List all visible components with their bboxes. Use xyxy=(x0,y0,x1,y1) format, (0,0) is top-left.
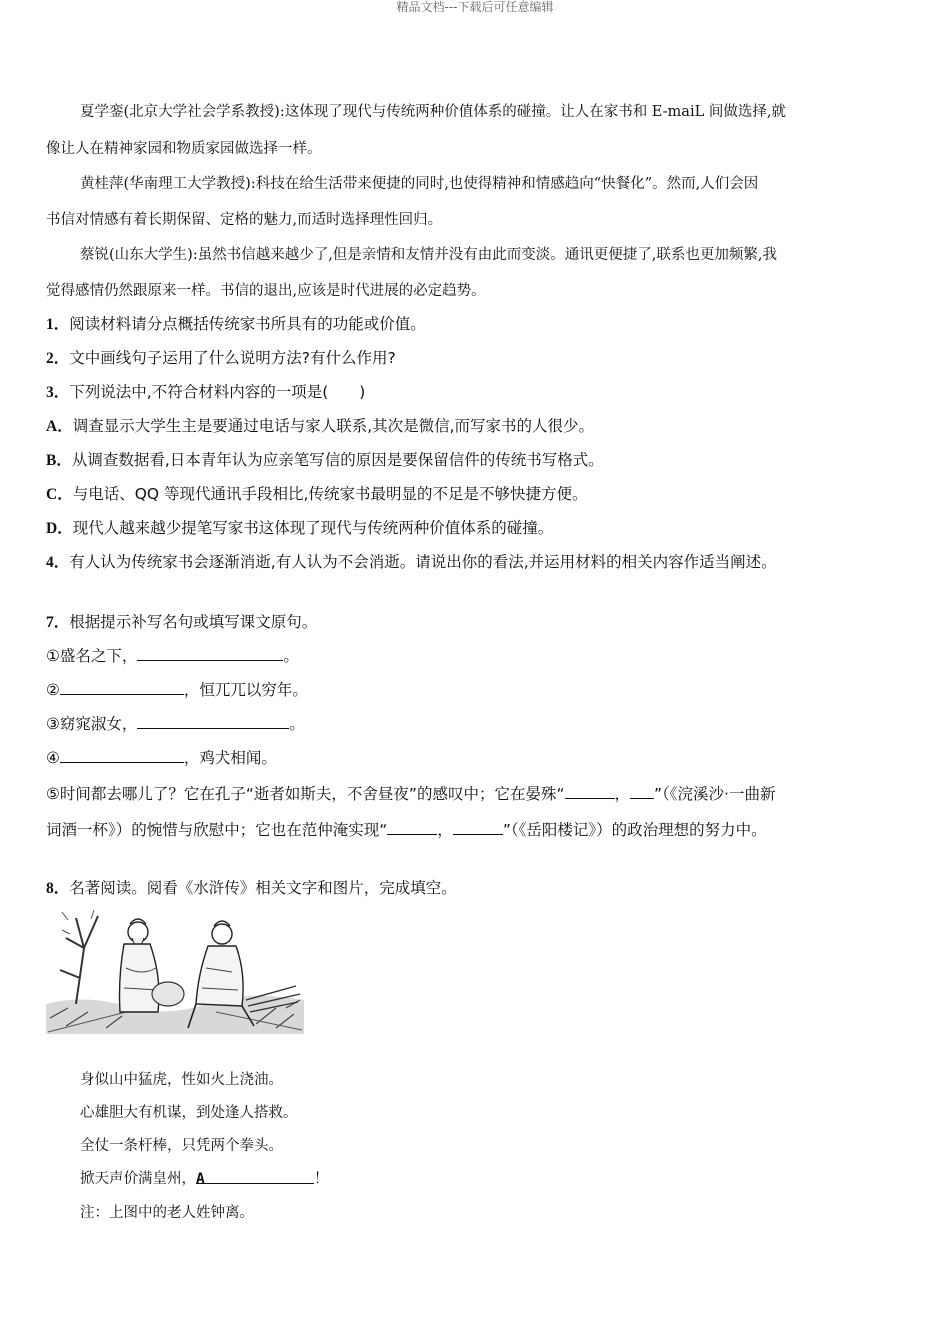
question-text: 名著阅读。阅看《水浒传》相关文字和图片，完成填空。 xyxy=(69,879,457,897)
illustration-image xyxy=(46,908,304,1034)
question-text: 文中画线句子运用了什么说明方法?有什么作用? xyxy=(69,349,396,367)
option-c xyxy=(46,484,906,505)
question-3 xyxy=(46,382,906,403)
passage-line: 黄桂萍(华南理工大学教授):科技在给生活带来便捷的同时,也使得精神和情感趋向“快餐化”。然而,人们会因 xyxy=(80,176,759,192)
poem-line: 身似山中猛虎，性如火上浇油。 xyxy=(80,1072,283,1088)
passage-line: 像让人在精神家园和物质家园做选择一样。 xyxy=(46,141,322,157)
fill-item-1 xyxy=(46,646,906,666)
fill-text: 。 xyxy=(283,647,299,665)
option-text: 调查显示大学生主是要通过电话与家人联系,其次是微信,而写家书的人很少。 xyxy=(72,417,595,435)
fill-text: 词酒一杯》）的惋惜与欣慰中；它也在范仲淹实现“ xyxy=(46,821,388,839)
answer-blank[interactable] xyxy=(137,646,283,661)
note-text: 注：上图中的老人姓钟离。 xyxy=(80,1205,254,1221)
passage-line: 蔡锐(山东大学生):虽然书信越来越少了,但是亲情和友情并没有由此而变淡。通讯更便捷了,联系也更加频繁,我 xyxy=(80,247,778,263)
question-8 xyxy=(46,878,906,899)
question-7 xyxy=(46,612,906,633)
fill-text: ”（《岳阳楼记》）的政治理想的努力中。 xyxy=(502,821,767,839)
option-text: 从调查数据看,日本青年认为应亲笔写信的原因是要保留信件的传统书写格式。 xyxy=(71,451,604,469)
fill-text: ， xyxy=(437,821,453,839)
option-text: 现代人越来越少提笔写家书这体现了现代与传统两种价值体系的碰撞。 xyxy=(72,519,554,537)
option-a xyxy=(46,416,906,437)
fill-text: ， xyxy=(614,785,631,803)
fill-text: 。 xyxy=(289,715,305,733)
question-number: 1． xyxy=(46,316,70,333)
question-number: 2． xyxy=(46,350,70,367)
fill-item-3 xyxy=(46,714,906,734)
fill-text: ”（《浣溪沙·一曲新 xyxy=(654,785,776,803)
question-text: 根据提示补写名句或填写课文原句。 xyxy=(69,613,318,631)
option-b xyxy=(46,450,906,471)
fill-item-4 xyxy=(46,748,906,768)
poem-text: ！ xyxy=(314,1171,329,1187)
option-letter: C． xyxy=(46,486,73,503)
answer-blank[interactable] xyxy=(630,784,654,799)
question-number: 7． xyxy=(46,614,70,631)
option-letter: B． xyxy=(46,452,72,469)
fill-text: ④ xyxy=(46,749,60,767)
answer-blank[interactable] xyxy=(137,714,289,729)
poem-text: 掀天声价满皇州， xyxy=(80,1171,196,1187)
passage-line: 觉得感情仍然跟原来一样。书信的退出,应该是时代进展的必定趋势。 xyxy=(46,283,486,299)
fill-text: ② xyxy=(46,681,60,699)
fill-text: ③窈窕淑女， xyxy=(46,715,138,733)
question-text: 有人认为传统家书会逐渐消逝,有人认为不会消逝。请说出你的看法,并运用材料的相关内容作适当阐述。 xyxy=(69,553,777,571)
fill-text: ①盛名之下， xyxy=(46,647,138,665)
fill-text: ，恒兀兀以穷年。 xyxy=(183,681,308,699)
option-letter: D． xyxy=(46,520,73,537)
question-number: 4． xyxy=(46,554,70,571)
answer-blank-a[interactable]: A xyxy=(196,1169,314,1184)
page-header: 精品文档---下载后可任意编辑 xyxy=(396,0,554,14)
answer-blank[interactable] xyxy=(453,820,503,835)
question-1 xyxy=(46,314,906,335)
fill-item-2 xyxy=(46,680,906,700)
question-2 xyxy=(46,348,906,369)
answer-blank[interactable] xyxy=(565,784,615,799)
fill-item-5-cont xyxy=(46,820,906,840)
option-letter: A． xyxy=(46,418,73,435)
fill-item-5 xyxy=(46,784,906,804)
option-text: 与电话、QQ 等现代通讯手段相比,传统家书最明显的不足是不够快捷方便。 xyxy=(72,485,588,503)
answer-blank[interactable] xyxy=(60,748,184,763)
question-number: 8． xyxy=(46,880,70,897)
question-4 xyxy=(46,552,906,573)
question-number: 3． xyxy=(46,384,70,401)
answer-blank[interactable] xyxy=(60,680,184,695)
question-text: 阅读材料请分点概括传统家书所具有的功能或价值。 xyxy=(69,315,426,333)
poem-line: 心雄胆大有机谋，到处逢人搭救。 xyxy=(80,1105,298,1121)
answer-blank[interactable] xyxy=(387,820,437,835)
poem-line: 全仗一条杆棒，只凭两个拳头。 xyxy=(80,1138,283,1154)
option-d xyxy=(46,518,906,539)
fill-text: ⑤时间都去哪儿了？它在孔子“逝者如斯夫，不舍昼夜”的感叹中；它在晏殊“ xyxy=(46,785,565,803)
question-text: 下列说法中,不符合材料内容的一项是( ) xyxy=(69,383,366,401)
poem-line-with-blank xyxy=(80,1169,329,1189)
passage-line: 夏学銮(北京大学社会学系教授):这体现了现代与传统两种价值体系的碰撞。让人在家书和 E-maiL 间做选择,就 xyxy=(80,104,786,120)
passage-line: 书信对情感有着长期保留、定格的魅力,而适时选择理性回归。 xyxy=(46,212,443,228)
fill-text: ，鸡犬相闻。 xyxy=(183,749,277,767)
